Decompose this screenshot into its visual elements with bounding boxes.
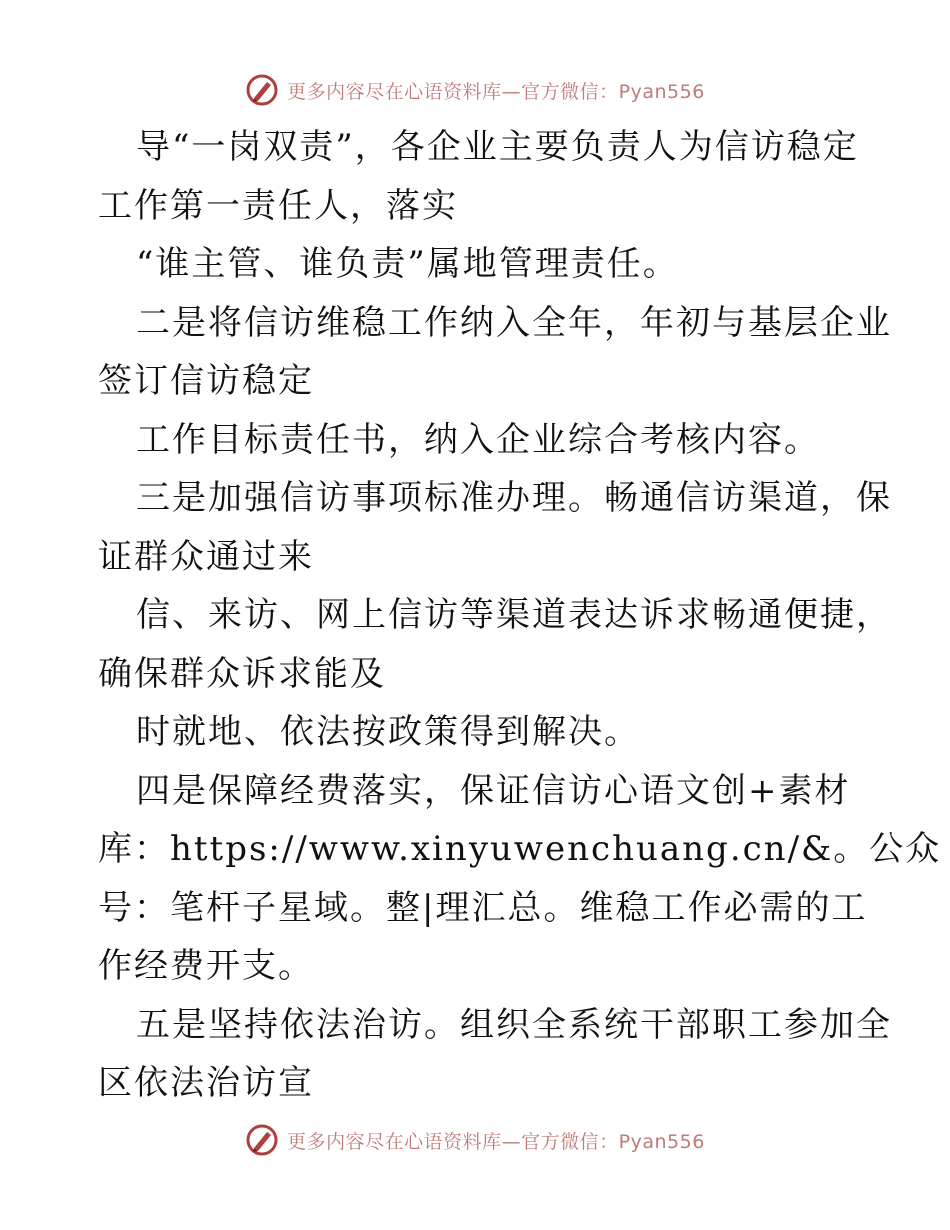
- text-line: 四是保障经费落实，保证信访心语文创+素材: [136, 770, 851, 811]
- text-line: 证群众通过来: [98, 536, 314, 577]
- text-line: 区依法治访宣: [98, 1063, 314, 1103]
- watermark-text: 更多内容尽在心语资料库—官方微信：Pyan556: [287, 1130, 705, 1153]
- text-line: 时就地、依法按政策得到解决。: [136, 712, 640, 752]
- text-line: 确保群众诉求能及: [98, 653, 386, 694]
- text-line: “谁主管、谁负责”属地管理责任。: [136, 244, 679, 284]
- text-line: 信、来访、网上信访等渠道表达诉求畅通便捷，: [136, 595, 892, 635]
- text-line: 库：https://www.xinyuwenchuang.cn/&。公众: [98, 829, 942, 869]
- document-body: [98, 118, 942, 1113]
- watermark-text: 更多内容尽在心语资料库—官方微信：Pyan556: [287, 80, 705, 103]
- watermark-banner-top: [0, 70, 950, 110]
- text-line: 三是加强信访事项标准办理。畅通信访渠道，保: [136, 478, 892, 518]
- text-line: 二是将信访维稳工作纳入全年，年初与基层企业: [136, 302, 892, 343]
- text-line: 导“一岗双责”，各企业主要负责人为信访稳定: [136, 127, 859, 167]
- watermark-banner-bottom: [0, 1120, 950, 1160]
- pen-logo-icon: [245, 73, 279, 107]
- text-line: 号：笔杆子星域。整|理汇总。维稳工作必需的工: [98, 887, 868, 928]
- text-line: 工作目标责任书，纳入企业综合考核内容。: [136, 419, 820, 460]
- text-line: 签订信访稳定: [98, 361, 314, 401]
- text-line: 五是坚持依法治访。组织全系统干部职工参加全: [136, 1004, 892, 1045]
- text-line: 工作第一责任人，落实: [98, 185, 458, 226]
- pen-logo-icon: [245, 1123, 279, 1157]
- text-line: 作经费开支。: [98, 946, 314, 986]
